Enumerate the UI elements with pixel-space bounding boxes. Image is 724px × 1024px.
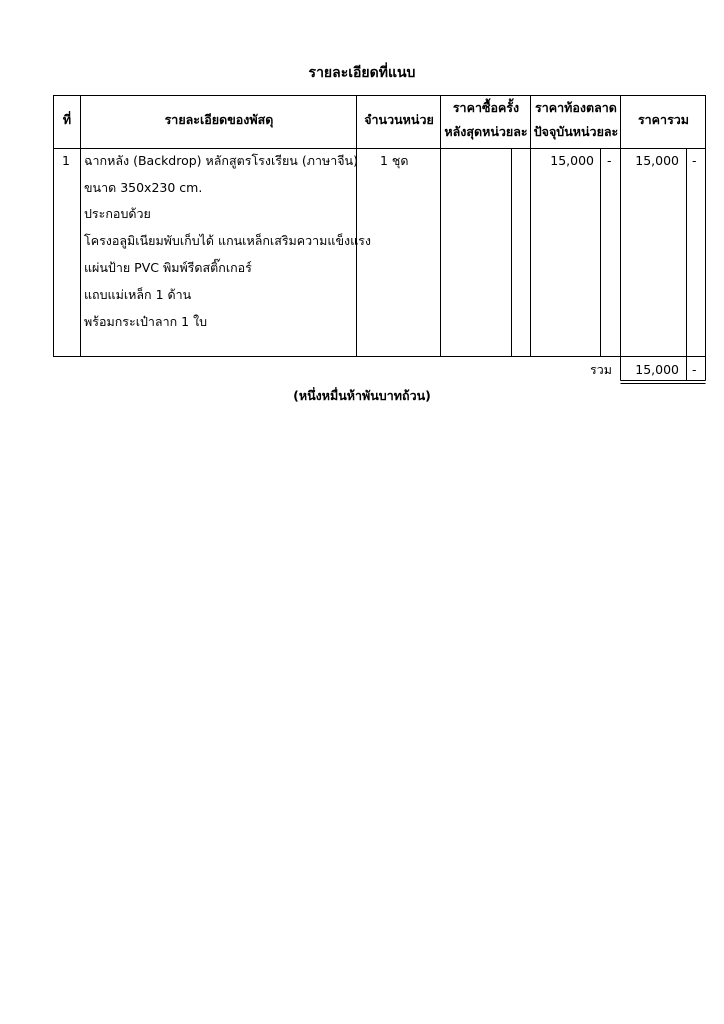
header-description: รายละเอียดของพัสดุ bbox=[164, 112, 274, 127]
sum-label: รวม bbox=[590, 362, 612, 377]
description-line: พร้อมกระเป๋าลาก 1 ใบ bbox=[84, 314, 208, 329]
header-last-purchase-line2: หลังสุดหน่วยละ bbox=[444, 124, 528, 139]
header-total: ราคารวม bbox=[637, 112, 690, 127]
description-line: แถบแม่เหล็ก 1 ด้าน bbox=[84, 287, 192, 302]
item-total: 15,000 bbox=[635, 153, 679, 168]
description-line: ขนาด 350x230 cm. bbox=[84, 180, 203, 195]
amount-in-words: (หนึ่งหมื่นห้าพันบาทถ้วน) bbox=[293, 388, 431, 403]
description-line: ประกอบด้วย bbox=[84, 206, 151, 221]
header-no: ที่ bbox=[62, 112, 72, 127]
sum-satang: - bbox=[692, 362, 697, 377]
item-market-price: 15,000 bbox=[550, 153, 594, 168]
description-line: ฉากหลัง (Backdrop) หลักสูตรโรงเรียน (ภาษาจีน) bbox=[84, 153, 358, 168]
sum-value: 15,000 bbox=[635, 362, 679, 377]
item-quantity: 1 ชุด bbox=[380, 153, 409, 168]
description-line: โครงอลูมิเนียมพับเก็บได้ แกนเหล็กเสริมความแข็งแรง bbox=[84, 233, 371, 248]
header-last-purchase-line1: ราคาซื้อครั้ง bbox=[452, 100, 520, 115]
header-quantity: จำนวนหน่วย bbox=[364, 112, 434, 127]
item-market-price-satang: - bbox=[607, 153, 612, 168]
header-market-price-line1: ราคาท้องตลาด bbox=[535, 100, 617, 115]
item-no: 1 bbox=[62, 153, 70, 168]
page-title: รายละเอียดที่แนบ bbox=[308, 65, 416, 81]
item-total-satang: - bbox=[692, 153, 697, 168]
description-line: แผ่นป้าย PVC พิมพ์รีดสติ๊กเกอร์ bbox=[84, 260, 252, 275]
header-market-price-line2: ปัจจุบันหน่วยละ bbox=[533, 124, 619, 139]
